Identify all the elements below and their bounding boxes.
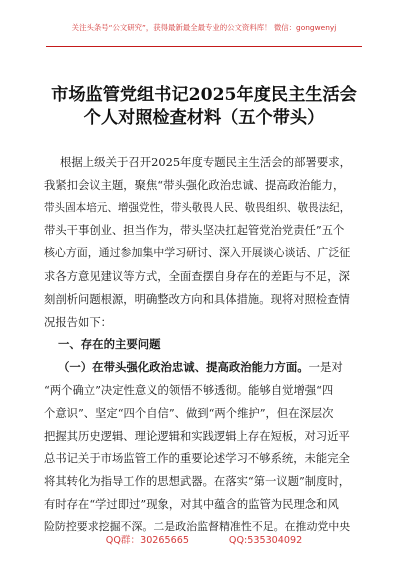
section-heading: 一、存在的主要问题 — [58, 337, 161, 352]
paragraph-line: 带头固本培元、增强党性，带头敬畏人民、敬畏组织、敬畏法纪， — [44, 201, 351, 214]
document-title-line-1: 市场监管党组书记2025年度民主生活会 — [51, 85, 357, 105]
paragraph-line: 将其转化为指导工作的思想武器。在落实“第一议题”制度时， — [44, 474, 351, 489]
paragraph-line: 带头干事创业、担当作为，带头坚决扛起管党治党责任”五个 — [44, 223, 345, 238]
subsection-line — [58, 356, 352, 379]
subsection-heading: （一）在带头强化政治忠诚、提高政治能力方面。 — [58, 360, 309, 375]
subsection-lead: 一是对 — [308, 360, 343, 375]
document-body — [44, 151, 352, 539]
paragraph-line: 求各方意见建议等方式，全面查摆自身存在的差距与不足，深 — [44, 268, 350, 283]
paragraph-line: 险防控要求挖掘不深。二是政治监督精准性不足。在推动党中央 — [44, 519, 351, 533]
header-divider — [46, 46, 362, 47]
paragraph-line: 况报告如下： — [44, 314, 112, 329]
contact-footer — [0, 532, 408, 546]
paragraph-line: 根据上级关于召开2025年度专题民主生活会的部署要求， — [60, 155, 351, 169]
document-title-line-2: 个人对照检查材料（五个带头） — [83, 108, 325, 128]
paragraph-line: 核心方面，通过参加集中学习研讨、深入开展谈心谈话、广泛征 — [44, 246, 351, 260]
paragraph-line: 个意识”、坚定“四个自信”、做到“两个维护”，但在深层次 — [44, 405, 334, 420]
paragraph-line: 有时存在“学过即过”现象，对其中蕴含的监管为民理念和风 — [44, 496, 339, 511]
qq-group-text: QQ群：30265665 — [105, 535, 189, 546]
qq-text: QQ:535304092 — [228, 535, 303, 546]
paragraph-line: 把握其历史逻辑、理论逻辑和实践逻辑上存在短板，对习近平 — [44, 428, 350, 443]
paragraph-line: 我紧扣会议主题，聚焦“带头强化政治忠诚、提高政治能力， — [44, 177, 345, 192]
promo-header: 关注头条号“公文研究”，获得最新最全最专业的公文资料库！ 微信：gongwenyj — [71, 23, 337, 32]
paragraph-line: 刻剖析问题根源，明确整改方向和具体措施。现将对照检查情 — [44, 291, 350, 306]
paragraph-line: “两个确立”决定性意义的领悟不够透彻。能够自觉增强“四 — [44, 382, 334, 397]
paragraph-line: 总书记关于市场监管工作的重要论述学习不够系统，未能完全 — [44, 451, 350, 466]
